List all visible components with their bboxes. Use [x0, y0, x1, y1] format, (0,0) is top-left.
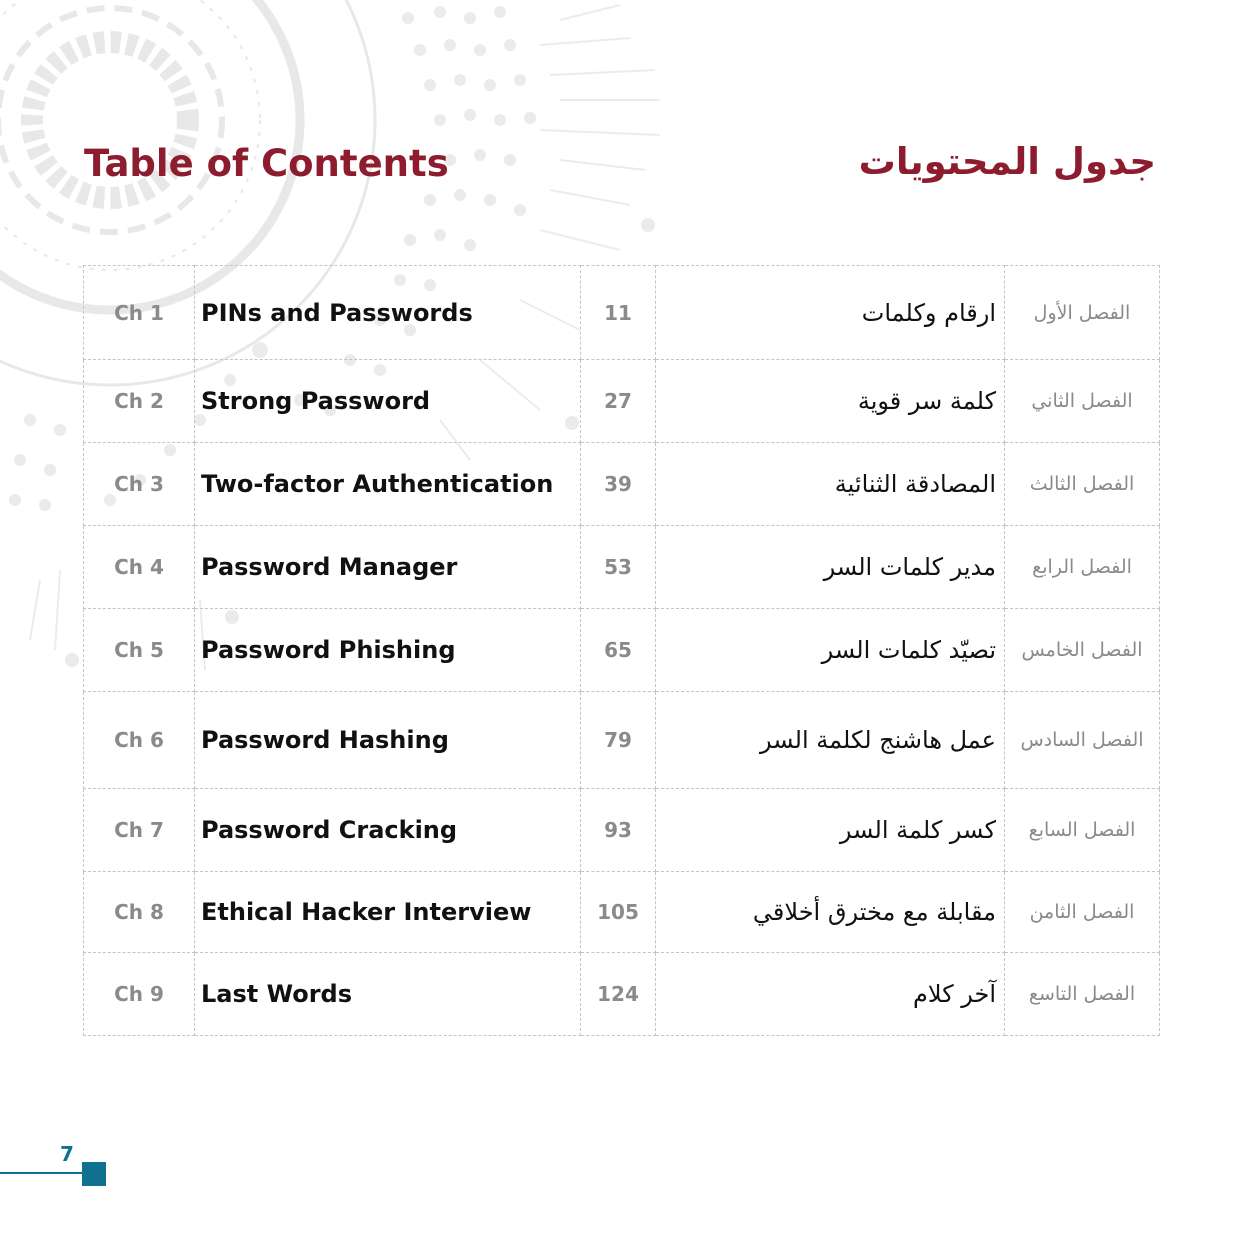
- deco-ray: [560, 160, 645, 170]
- chapter-number-arabic: الفصل الخامس: [1005, 609, 1160, 692]
- toc-table: [83, 265, 1160, 1036]
- page-title-english: Table of Contents: [84, 142, 449, 185]
- chapter-page: 124: [581, 953, 656, 1036]
- chapter-number: Ch 4: [84, 526, 195, 609]
- chapter-number-arabic: الفصل الثالث: [1005, 443, 1160, 526]
- chapter-number-arabic: الفصل السادس: [1005, 692, 1160, 789]
- chapter-page: 53: [581, 526, 656, 609]
- toc-row: [84, 692, 1160, 789]
- chapter-title-arabic: عمل هاشنج لكلمة السر: [656, 692, 1005, 789]
- toc-row: [84, 789, 1160, 872]
- deco-dot: [484, 194, 496, 206]
- deco-ray: [550, 190, 630, 205]
- toc-row: [84, 609, 1160, 692]
- chapter-title-english: Password Manager: [195, 526, 581, 609]
- deco-dot: [514, 204, 526, 216]
- chapter-number-arabic: الفصل الرابع: [1005, 526, 1160, 609]
- deco-dot: [484, 79, 496, 91]
- deco-dot: [424, 79, 436, 91]
- chapter-number-arabic: الفصل الثامن: [1005, 872, 1160, 953]
- chapter-number: Ch 8: [84, 872, 195, 953]
- toc-row: [84, 360, 1160, 443]
- deco-dot: [641, 218, 655, 232]
- toc-row: [84, 872, 1160, 953]
- deco-dot: [504, 39, 516, 51]
- chapter-page: 79: [581, 692, 656, 789]
- deco-dot: [464, 239, 476, 251]
- deco-dot: [39, 499, 51, 511]
- deco-dot: [464, 109, 476, 121]
- page-title-arabic: جدول المحتويات: [858, 140, 1156, 183]
- deco-dot: [434, 229, 446, 241]
- deco-dot: [434, 114, 446, 126]
- deco-dot: [494, 114, 506, 126]
- deco-dot: [44, 464, 56, 476]
- chapter-title-english: Two-factor Authentication: [195, 443, 581, 526]
- page-number-marker: [82, 1162, 106, 1186]
- deco-ray: [550, 70, 655, 75]
- chapter-title-arabic: تصيّد كلمات السر: [656, 609, 1005, 692]
- chapter-title-english: Strong Password: [195, 360, 581, 443]
- deco-dot: [504, 154, 516, 166]
- chapter-title-english: Password Hashing: [195, 692, 581, 789]
- toc-row: [84, 266, 1160, 360]
- chapter-number-arabic: الفصل السابع: [1005, 789, 1160, 872]
- deco-dot: [474, 149, 486, 161]
- chapter-title-arabic: كلمة سر قوية: [656, 360, 1005, 443]
- chapter-number: Ch 7: [84, 789, 195, 872]
- deco-dot: [424, 194, 436, 206]
- deco-dot: [14, 454, 26, 466]
- chapter-page: 27: [581, 360, 656, 443]
- deco-ray: [540, 38, 630, 45]
- chapter-title-arabic: كسر كلمة السر: [656, 789, 1005, 872]
- chapter-title-arabic: المصادقة الثنائية: [656, 443, 1005, 526]
- deco-dot: [54, 424, 66, 436]
- deco-ray: [30, 580, 40, 640]
- page-number: 7: [60, 1142, 74, 1166]
- chapter-title-arabic: ارقام وكلمات: [656, 266, 1005, 360]
- deco-ray: [540, 230, 620, 250]
- deco-ray: [540, 130, 660, 135]
- deco-dot: [494, 6, 506, 18]
- deco-ray: [55, 570, 60, 650]
- deco-dot: [404, 234, 416, 246]
- chapter-number: Ch 5: [84, 609, 195, 692]
- chapter-title-arabic: مقابلة مع مخترق أخلاقي: [656, 872, 1005, 953]
- chapter-title-arabic: آخر كلام: [656, 953, 1005, 1036]
- chapter-number: Ch 9: [84, 953, 195, 1036]
- deco-dot: [402, 12, 414, 24]
- chapter-number-arabic: الفصل الثاني: [1005, 360, 1160, 443]
- chapter-title-english: Password Cracking: [195, 789, 581, 872]
- deco-dot: [414, 44, 426, 56]
- chapter-title-english: PINs and Passwords: [195, 266, 581, 360]
- chapter-title-english: Last Words: [195, 953, 581, 1036]
- toc-row: [84, 526, 1160, 609]
- chapter-page: 93: [581, 789, 656, 872]
- chapter-page: 11: [581, 266, 656, 360]
- deco-dot: [444, 39, 456, 51]
- chapter-page: 65: [581, 609, 656, 692]
- chapter-number: Ch 2: [84, 360, 195, 443]
- toc-row: [84, 953, 1160, 1036]
- deco-dot: [454, 74, 466, 86]
- chapter-page: 39: [581, 443, 656, 526]
- deco-dot: [434, 6, 446, 18]
- chapter-number: Ch 1: [84, 266, 195, 360]
- page-number-rule: [0, 1172, 88, 1174]
- deco-dot: [464, 12, 476, 24]
- deco-dot: [524, 112, 536, 124]
- toc-row: [84, 443, 1160, 526]
- chapter-number-arabic: الفصل التاسع: [1005, 953, 1160, 1036]
- chapter-number: Ch 3: [84, 443, 195, 526]
- deco-dot: [65, 653, 79, 667]
- chapter-page: 105: [581, 872, 656, 953]
- deco-dot: [454, 189, 466, 201]
- deco-dot: [514, 74, 526, 86]
- chapter-title-english: Password Phishing: [195, 609, 581, 692]
- deco-dot: [9, 494, 21, 506]
- chapter-number-arabic: الفصل الأول: [1005, 266, 1160, 360]
- deco-ray: [560, 5, 620, 20]
- chapter-number: Ch 6: [84, 692, 195, 789]
- chapter-title-english: Ethical Hacker Interview: [195, 872, 581, 953]
- deco-dot: [24, 414, 36, 426]
- chapter-title-arabic: مدير كلمات السر: [656, 526, 1005, 609]
- deco-dot: [474, 44, 486, 56]
